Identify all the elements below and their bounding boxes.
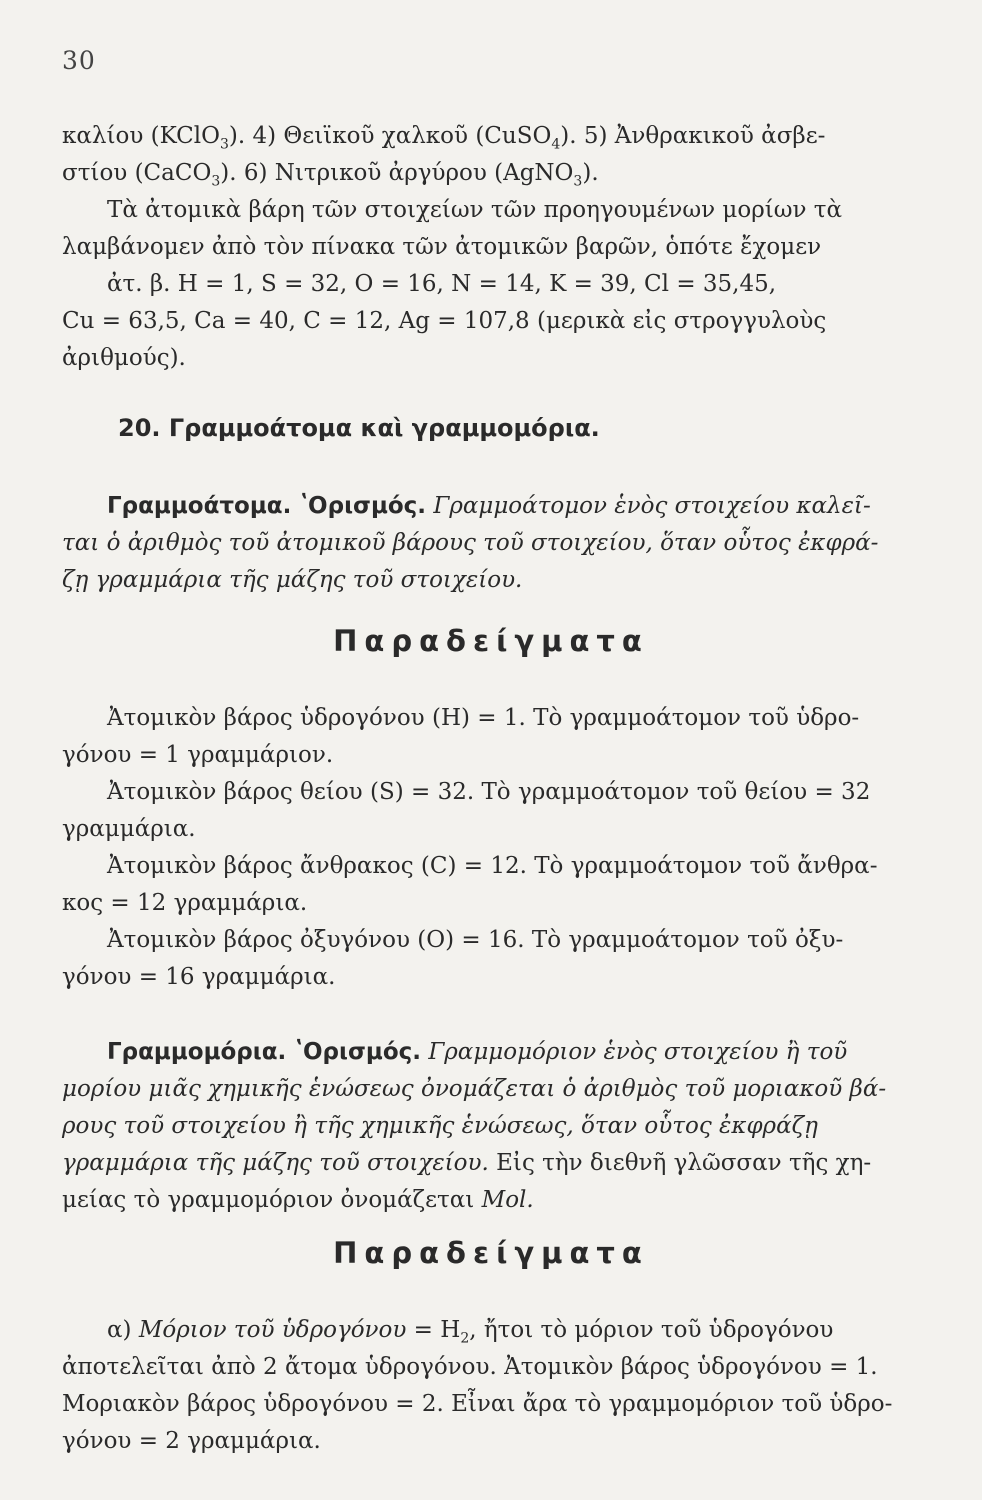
text-span: ). 6) Νιτρικοῦ ἀργύρου (AgNO [220, 160, 574, 186]
subscript: 3 [220, 136, 229, 153]
subscript: 3 [211, 173, 221, 190]
text-span: α) [107, 1317, 139, 1343]
text-span: = H [406, 1317, 461, 1343]
examples-gramatom [62, 700, 942, 996]
subscript: 4 [551, 136, 561, 153]
text-span: , ἤτοι τὸ μόριον τοῦ ὑδρογόνου [469, 1317, 834, 1343]
intro-line: λαμβάνομεν ἀπὸ τὸν πίνακα τῶν ἀτομικῶν βαρῶν, ὁπότε ἔχομεν [62, 234, 822, 260]
definition-line: ται ὁ ἀριθμὸς τοῦ ἀτομικοῦ βάρους τοῦ στοιχείου, ὅταν οὗτος ἐκφρά- [62, 530, 879, 556]
intro-line [62, 118, 942, 155]
text-span: στίου (CaCO [62, 160, 212, 186]
example-line [62, 1312, 942, 1349]
example-line: γραμμάρια. [62, 816, 196, 842]
text-span: Εἰς τὴν διεθνῆ γλῶσσαν τῆς χη- [488, 1150, 872, 1176]
example-line: ἀποτελεῖται ἀπὸ 2 ἄτομα ὑδρογόνου. Ἀτομικὸν βάρος ὑδρογόνου = 1. [62, 1354, 878, 1380]
example-line: Ἀτομικὸν βάρος ὑδρογόνου (H) = 1. Τὸ γραμμοάτομον τοῦ ὑδρο- [107, 705, 860, 731]
example-line: γόνου = 1 γραμμάριον. [62, 742, 334, 768]
intro-line: ἀτ. β. H = 1, S = 32, O = 16, N = 14, K = 39, Cl = 35,45, [107, 271, 777, 297]
example-line: Ἀτομικὸν βάρος ὀξυγόνου (O) = 16. Τὸ γραμμοάτομον τοῦ ὀξυ- [107, 927, 844, 953]
text-span: ). 4) Θειϊκοῦ χαλκοῦ (CuSO [228, 123, 552, 149]
text-span: Γραμμοάτομον ἑνὸς στοιχείου καλεῖ- [433, 493, 871, 519]
example-line: γόνου = 2 γραμμάρια. [62, 1428, 321, 1454]
definition-term: Γραμμοάτομα. ʽΟρισμός. [107, 493, 427, 519]
examples-grammole [62, 1312, 942, 1460]
subscript: 3 [573, 173, 583, 190]
text-span: Mol. [481, 1187, 534, 1213]
text-span: Μόριον τοῦ ὑδρογόνου [138, 1317, 407, 1343]
text-span: ). 5) Ἀνθρακικοῦ ἀσβε- [560, 123, 826, 149]
definition-gramatom [62, 488, 942, 599]
example-line: γόνου = 16 γραμμάρια. [62, 964, 336, 990]
intro-paragraph [62, 118, 942, 377]
subscript: 2 [460, 1330, 470, 1347]
definition-line [62, 1034, 942, 1071]
page-number: 30 [62, 46, 96, 75]
intro-line: ἀριθμούς). [62, 345, 186, 371]
examples-heading: Παραδείγματα [333, 1236, 649, 1270]
examples-heading: Παραδείγματα [333, 624, 649, 658]
text-span: Γραμμομόριον ἑνὸς στοιχείου ἢ τοῦ [428, 1039, 848, 1065]
example-line: Ἀτομικὸν βάρος θείου (S) = 32. Τὸ γραμμοάτομον τοῦ θείου = 32 [107, 779, 871, 805]
definition-grammole [62, 1034, 942, 1219]
definition-term: Γραμμομόρια. ʽΟρισμός. [107, 1039, 421, 1065]
definition-line: μορίου μιᾶς χημικῆς ἑνώσεως ὀνομάζεται ὁ ἀριθμὸς τοῦ μοριακοῦ βά- [62, 1076, 887, 1102]
section-title: 20. Γραμμοάτομα καὶ γραμμομόρια. [118, 414, 600, 442]
intro-line: Τὰ ἀτομικὰ βάρη τῶν στοιχείων τῶν προηγουμένων μορίων τὰ [107, 197, 843, 223]
example-line: κος = 12 γραμμάρια. [62, 890, 308, 916]
text-span: καλίου (KClO [62, 123, 220, 149]
text-span: γραμμάρια τῆς μάζης τοῦ στοιχείου. [62, 1150, 489, 1176]
definition-line [62, 1145, 942, 1182]
example-line: Ἀτομικὸν βάρος ἄνθρακος (C) = 12. Τὸ γραμμοάτομον τοῦ ἄνθρα- [107, 853, 878, 879]
definition-line [62, 1182, 942, 1219]
text-span: ). [582, 160, 599, 186]
intro-line [62, 155, 942, 192]
intro-line: Cu = 63,5, Ca = 40, C = 12, Ag = 107,8 (μερικὰ εἰς στρογγυλοὺς [62, 308, 827, 334]
definition-line: ρους τοῦ στοιχείου ἢ τῆς χημικῆς ἑνώσεως, ὅταν οὗτος ἐκφράζῃ [62, 1113, 818, 1139]
text-span: μείας τὸ γραμμομόριον ὀνομάζεται [62, 1187, 482, 1213]
definition-line [62, 488, 942, 525]
definition-line: ζῃ γραμμάρια τῆς μάζης τοῦ στοιχείου. [62, 567, 523, 593]
example-line: Μοριακὸν βάρος ὑδρογόνου = 2. Εἶναι ἄρα τὸ γραμμομόριον τοῦ ὑδρο- [62, 1391, 893, 1417]
